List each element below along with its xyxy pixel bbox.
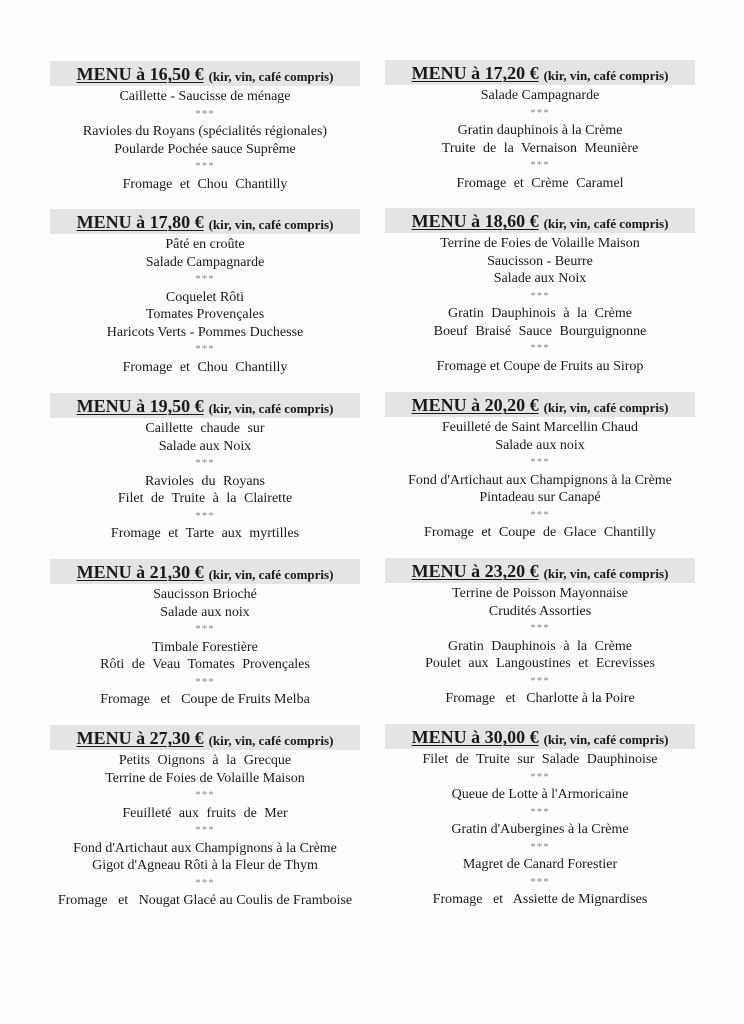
menu-27-30	[50, 725, 360, 910]
dish-line: Gratin Dauphinois à la Crème	[448, 638, 632, 654]
dessert-line: Fromage et Assiette de Mignardises	[432, 892, 648, 907]
menu-header	[50, 209, 360, 234]
course-separator: ***	[530, 674, 550, 687]
dish-line: Terrine de Foies de Volaille Maison	[440, 236, 640, 251]
dish-line: Salade Campagnarde	[480, 88, 600, 103]
menu-title: MENU à 17,20 €	[411, 63, 539, 83]
course-separator: ***	[195, 623, 215, 635]
menu-title: MENU à 19,50 €	[76, 396, 204, 416]
course-separator: ***	[195, 273, 215, 285]
menu-21-30	[50, 559, 360, 709]
course-separator: ***	[530, 770, 550, 783]
dish-line: Timbale Forestière	[152, 639, 258, 655]
dish-line: Gratin dauphinois à la Crème	[457, 123, 623, 138]
dish-line: Tomates Provençales	[145, 307, 265, 322]
course-separator: ***	[195, 675, 215, 688]
course-separator: ***	[530, 289, 550, 302]
menu-header	[385, 558, 695, 583]
dish-line: Pintadeau sur Canapé	[479, 490, 601, 505]
course-separator: ***	[530, 622, 550, 634]
menu-note: (kir, vin, café compris)	[543, 68, 669, 83]
menu-title: MENU à 30,00 €	[411, 727, 539, 747]
menu-title: MENU à 17,80 €	[76, 212, 204, 232]
menu-title: MENU à 21,30 €	[76, 562, 204, 582]
course-separator: ***	[530, 159, 550, 171]
dish-line: Salade aux Noix	[158, 438, 252, 454]
menu-title: MENU à 27,30 €	[76, 728, 204, 748]
course-separator: ***	[195, 160, 215, 172]
course-separator: ***	[195, 789, 215, 801]
dish-line: Feuilleté aux fruits de Mer	[122, 805, 288, 821]
course-separator: ***	[195, 876, 215, 889]
dish-line: Salade Campagnarde	[145, 254, 265, 270]
dish-line: Boeuf Braisé Sauce Bourguignonne	[433, 323, 647, 339]
menu-20-20	[385, 392, 695, 542]
menu-17-20	[385, 60, 695, 192]
course-separator: ***	[530, 805, 550, 818]
dish-line: Saucisson Brioché	[153, 587, 257, 602]
dish-line: Haricots Verts - Pommes Duchesse	[106, 324, 304, 340]
dish-line: Saucisson - Beurre	[487, 253, 593, 269]
menu-header	[50, 61, 360, 86]
menu-note: (kir, vin, café compris)	[208, 401, 334, 416]
menu-header	[385, 724, 695, 749]
dish-line: Terrine de Foies de Volaille Maison	[105, 770, 305, 786]
dish-line: Gigot d'Agneau Rôti à la Fleur de Thym	[92, 858, 318, 873]
menu-note: (kir, vin, café compris)	[543, 732, 669, 747]
dish-line: Coquelet Rôti	[165, 289, 245, 305]
menu-note: (kir, vin, café compris)	[208, 217, 334, 232]
menu-note: (kir, vin, café compris)	[208, 567, 334, 582]
dessert-line: Fromage et Charlotte à la Poire	[445, 691, 635, 706]
menu-23-20	[385, 558, 695, 708]
dish-line: Salade aux noix	[495, 437, 585, 453]
dish-line: Poularde Pochée sauce Suprême	[114, 141, 296, 157]
course-separator: ***	[195, 107, 215, 120]
dish-line: Fond d'Artichaut aux Champignons à la Crème	[73, 840, 337, 856]
dish-line: Feuilleté de Saint Marcellin Chaud	[442, 420, 638, 435]
menu-note: (kir, vin, café compris)	[543, 400, 669, 415]
course-separator: ***	[530, 840, 550, 853]
dish-line: Fond d'Artichaut aux Champignons à la Crème	[408, 472, 672, 488]
menu-30-00	[385, 724, 695, 909]
menu-16-50	[50, 61, 360, 193]
dish-line: Caillette chaude sur	[145, 421, 265, 436]
course-separator: ***	[530, 508, 550, 521]
dessert-line: Fromage et Coupe de Fruits au Sirop	[436, 358, 644, 374]
menu-note: (kir, vin, café compris)	[543, 566, 669, 581]
dish-line: Ravioles du Royans	[145, 473, 265, 489]
dish-line: Terrine de Poisson Mayonnaise	[452, 586, 628, 601]
dish-line: Ravioles du Royans (spécialités régionales)	[82, 124, 328, 139]
dish-line: Petits Oignons à la Grecque	[118, 753, 292, 768]
course-separator: ***	[195, 457, 215, 469]
dish-line: Gratin d'Aubergines à la Crème	[451, 822, 629, 837]
dessert-line: Fromage et Chou Chantilly	[122, 176, 288, 192]
dish-line: Caillette - Saucisse de ménage	[119, 89, 291, 104]
menu-19-50	[50, 393, 360, 543]
course-separator: ***	[530, 342, 550, 354]
dish-line: Salade aux noix	[160, 604, 250, 620]
dish-line: Gratin Dauphinois à la Crème	[448, 306, 632, 321]
course-separator: ***	[195, 824, 215, 836]
dessert-line: Fromage et Tarte aux myrtilles	[110, 526, 300, 541]
menu-title: MENU à 16,50 €	[76, 64, 204, 84]
dish-line: Salade aux Noix	[493, 271, 587, 286]
dish-line: Poulet aux Langoustines et Ecrevisses	[425, 656, 655, 671]
dish-line: Crudités Assorties	[488, 603, 592, 619]
dish-line: Filet de Truite sur Salade Dauphinoise	[422, 752, 658, 767]
menu-header	[50, 393, 360, 418]
dish-line: Queue de Lotte à l'Armoricaine	[451, 787, 629, 802]
menu-header	[385, 60, 695, 85]
menu-header	[385, 392, 695, 417]
menu-header	[50, 725, 360, 750]
menu-18-60	[385, 208, 695, 375]
course-separator: ***	[530, 875, 550, 888]
course-separator: ***	[195, 343, 215, 355]
dish-line: Magret de Canard Forestier	[462, 857, 618, 872]
dessert-line: Fromage et Nougat Glacé au Coulis de Framboise	[57, 893, 353, 908]
menu-note: (kir, vin, café compris)	[208, 69, 334, 84]
dessert-line: Fromage et Coupe de Glace Chantilly	[424, 525, 656, 540]
menu-17-80	[50, 209, 360, 376]
dish-line: Truite de la Vernaison Meunière	[441, 140, 639, 156]
course-separator: ***	[530, 456, 550, 468]
menu-title: MENU à 18,60 €	[411, 211, 539, 231]
dessert-line: Fromage et Coupe de Fruits Melba	[100, 692, 310, 707]
dish-line: Rôti de Veau Tomates Provençales	[100, 657, 310, 672]
menu-note: (kir, vin, café compris)	[543, 216, 669, 231]
menu-title: MENU à 23,20 €	[411, 561, 539, 581]
course-separator: ***	[195, 509, 215, 522]
menu-note: (kir, vin, café compris)	[208, 733, 334, 748]
dessert-line: Fromage et Crème Caramel	[456, 175, 624, 191]
menu-title: MENU à 20,20 €	[411, 395, 539, 415]
course-separator: ***	[530, 106, 550, 119]
menu-header	[50, 559, 360, 584]
dish-line: Filet de Truite à la Clairette	[117, 491, 293, 506]
dessert-line: Fromage et Chou Chantilly	[122, 359, 288, 375]
menu-header	[385, 208, 695, 233]
dish-line: Pâté en croûte	[165, 237, 245, 252]
